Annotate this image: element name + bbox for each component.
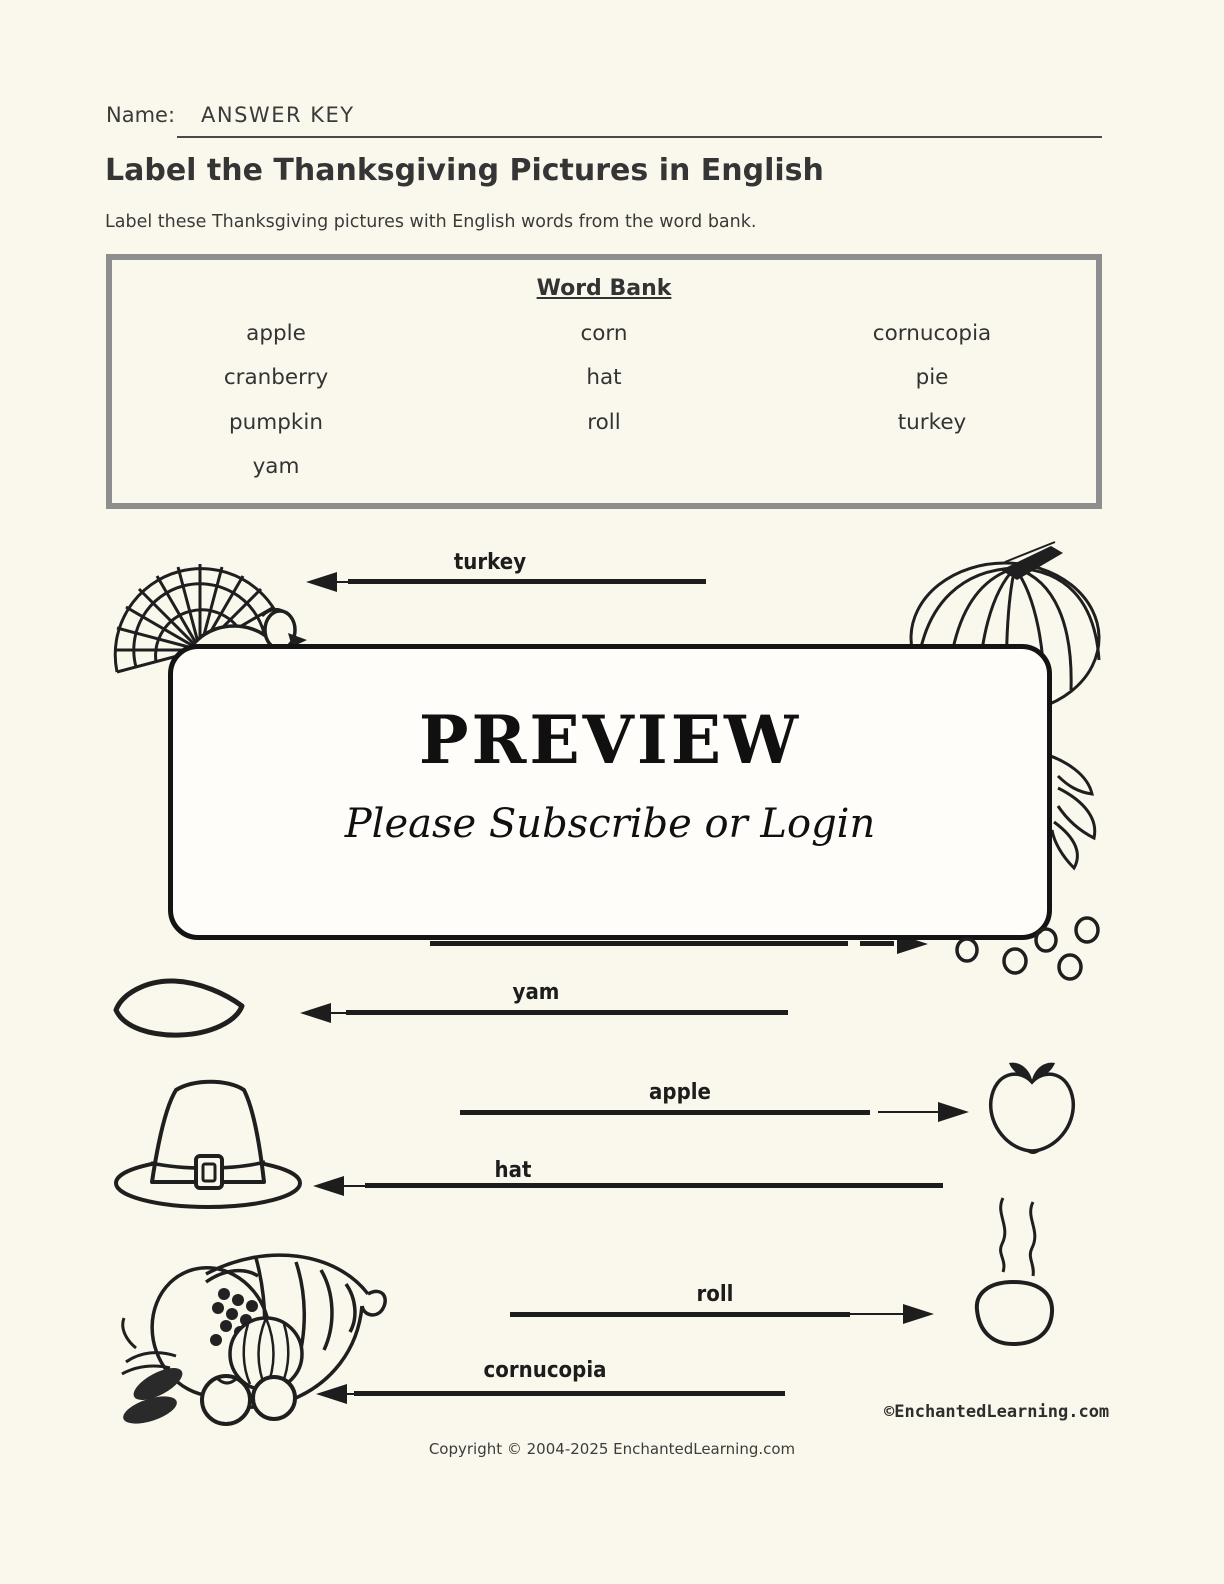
word-bank-box [106,254,1102,509]
roll-illustration-icon [955,1192,1070,1357]
page-title: Label the Thanksgiving Pictures in English [105,153,824,188]
word-bank-word: hat [586,365,622,391]
answer-label-apple: apple [649,1080,711,1105]
enchanted-learning-credit: ©EnchantedLearning.com [884,1402,1110,1422]
page-instructions: Label these Thanksgiving pictures with English words from the word bank. [105,212,757,232]
name-row [106,103,355,127]
word-bank-word: cranberry [223,365,329,391]
arrow-tail [337,1185,365,1187]
word-bank-word: yam [252,454,300,480]
word-bank-word [768,445,1096,490]
word-bank-word [440,445,768,490]
preview-overlay [168,644,1052,940]
answer-line-roll [510,1312,850,1317]
answer-key-value: ANSWER KEY [201,103,355,127]
answer-label-roll: roll [696,1282,734,1307]
preview-subscribe-login-text: Please Subscribe or Login [344,801,876,847]
answer-line-yam [346,1010,788,1015]
word-bank-word: apple [246,320,306,346]
answer-line-apple [460,1110,870,1115]
name-label: Name: [106,103,176,127]
answer-line-cranberry-dash [860,941,894,946]
arrow-tail [330,581,350,583]
answer-line-hat [365,1183,943,1188]
arrow-tail [850,1313,903,1315]
word-bank-word: cornucopia [872,320,992,346]
answer-line-turkey [348,579,706,584]
answer-label-yam: yam [512,980,560,1005]
pilgrim-hat-illustration-icon [112,1070,304,1212]
arrow-tail [878,1111,938,1113]
copyright-line: Copyright © 2004-2025 EnchantedLearning.com [428,1440,796,1458]
word-bank-title: Word Bank [536,276,672,301]
cornucopia-illustration-icon [106,1232,401,1437]
answer-label-cornucopia: cornucopia [483,1358,607,1383]
word-bank-grid [112,311,1096,489]
arrow-tail [324,1012,346,1014]
apple-illustration-icon [985,1056,1080,1158]
arrow-right-icon [903,1304,934,1324]
cranberries-illustration-icon [940,895,1110,990]
arrow-right-icon [938,1102,969,1122]
word-bank-word: roll [587,409,621,435]
answer-label-hat: hat [494,1158,532,1183]
word-bank-word: pie [915,365,949,391]
preview-title: PREVIEW [418,701,802,779]
yam-illustration-icon [112,972,246,1042]
name-underline [177,136,1102,138]
answer-line-cornucopia [354,1391,785,1396]
word-bank-word: pumpkin [229,409,323,435]
word-bank-word: turkey [897,409,967,435]
word-bank-word: corn [580,320,628,346]
answer-label-turkey: turkey [453,550,527,575]
arrow-tail [340,1393,354,1395]
answer-line-cranberry [430,941,848,946]
